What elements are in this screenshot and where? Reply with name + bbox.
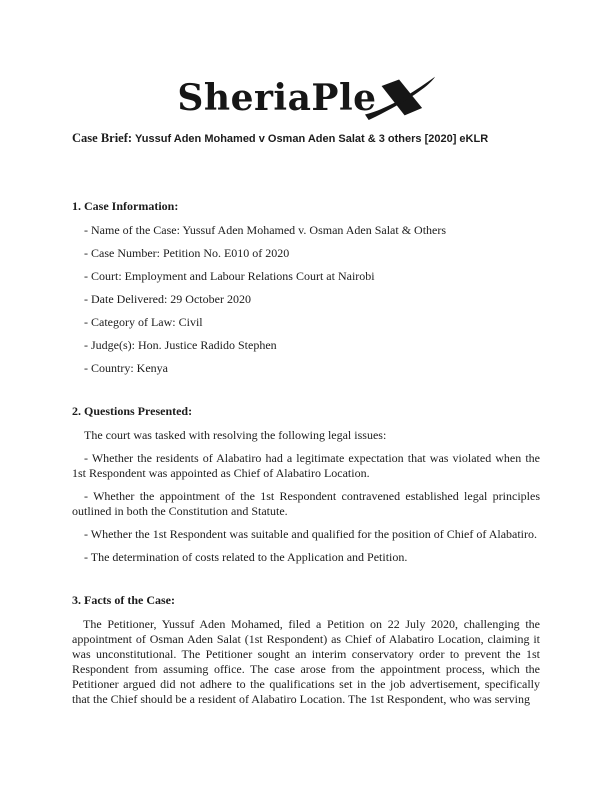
brand-x-swoosh-icon — [365, 74, 435, 120]
case-info-item-date: - Date Delivered: 29 October 2020 — [84, 292, 251, 306]
brand-logo — [72, 73, 540, 120]
case-info-item-court: - Court: Employment and Labour Relations Court at Nairobi — [84, 269, 375, 283]
facts-paragraph: The Petitioner, Yussuf Aden Mohamed, filed a Petition on 22 July 2020, challenging the appointment of Osman Aden Salat (1st Respondent) as Chief of Alabatiro Location, claiming it was unconstitutional. The Petitioner sought an interim conservatory order to prevent the 1st Respondent from assuming office. The case arose from the appointment process, which the Petitioner argued did not adhere to the qualifications set in the job advertisement, specifically that the Chief should be a resident of Alabatiro Location. The 1st Respondent, who was serving — [72, 617, 540, 706]
case-brief-title: Yussuf Aden Mohamed v Osman Aden Salat & 3 others [2020] eKLR — [135, 133, 489, 145]
case-info-item-country: - Country: Kenya — [84, 361, 168, 375]
question-item-3: - Whether the 1st Respondent was suitable and qualified for the position of Chief of Alabatiro. — [84, 527, 538, 541]
questions-intro: The court was tasked with resolving the following legal issues: — [84, 428, 387, 442]
case-info-item-judges: - Judge(s): Hon. Justice Radido Stephen — [84, 338, 277, 352]
case-info-item-category: - Category of Law: Civil — [84, 315, 203, 329]
case-brief-label: Case Brief: — [72, 131, 133, 145]
case-brief-line — [72, 131, 540, 147]
question-item-2: - Whether the appointment of the 1st Respondent contravened established legal principles outlined in both the Constitution and Statute. — [72, 489, 540, 518]
question-item-1: - Whether the residents of Alabatiro had a legitimate expectation that was violated when the 1st Respondent was appointed as Chief of Alabatiro Location. — [72, 451, 540, 480]
brand-logo-text: SheriaPle — [177, 77, 377, 119]
case-info-item-name: - Name of the Case: Yussuf Aden Mohamed v. Osman Aden Salat & Others — [84, 223, 447, 237]
case-info-item-number: - Case Number: Petition No. E010 of 2020 — [84, 246, 290, 260]
questions-presented-heading: 2. Questions Presented: — [72, 404, 193, 418]
section-case-information — [72, 199, 540, 376]
section-facts — [72, 593, 540, 707]
case-information-heading: 1. Case Information: — [72, 199, 179, 213]
facts-heading: 3. Facts of the Case: — [72, 593, 175, 607]
section-questions-presented — [72, 404, 540, 565]
question-item-4: - The determination of costs related to the Application and Petition. — [84, 550, 408, 564]
